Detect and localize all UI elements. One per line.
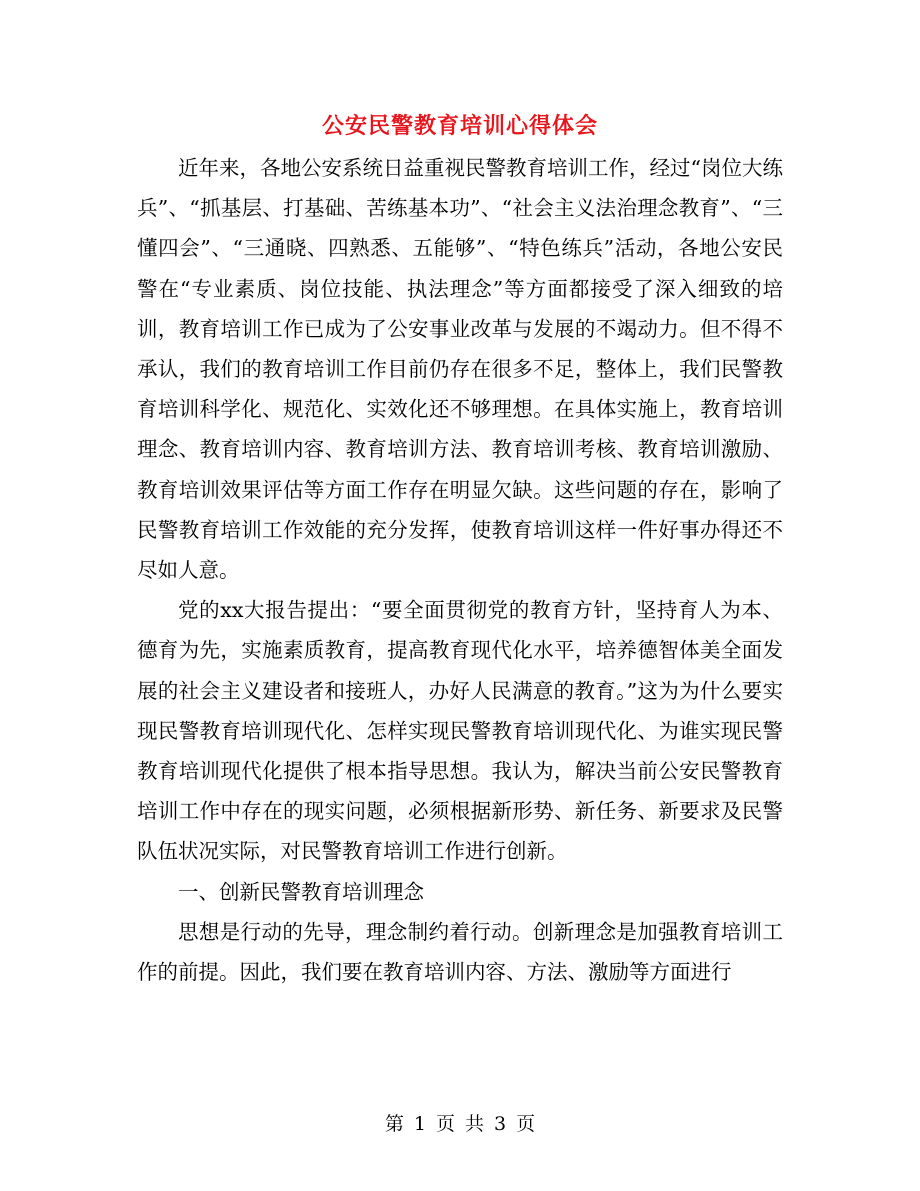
document-body bbox=[137, 148, 783, 992]
section-heading-1: 一、创新民警教育培训理念 bbox=[178, 879, 424, 904]
paragraph-intro: 近年来，各地公安系统日益重视民警教育培训工作，经过“岗位大练兵”、“抓基层、打基础、苦练基本功”、“社会主义法治理念教育”、“三懂四会”、“三通晓、四熟悉、五能够”、“特色练兵”活动，各地公安民警在“专业素质、岗位技能、执法理念”等方面都接受了深入细致的培训，教育培训工作已成为了公安事业改革与发展的不竭动力。但不得不承认，我们的教育培训工作目前仍存在很多不足，整体上，我们民警教育培训科学化、规范化、实效化还不够理想。在具体实施上，教育培训理念、教育培训内容、教育培训方法、教育培训考核、教育培训激励、教育培训效果评估等方面工作存在明显欠缺。这些问题的存在，影响了民警教育培训工作效能的充分发挥，使教育培训这样一件好事办得还不尽如人意。 bbox=[137, 156, 783, 583]
document-title: 公安民警教育培训心得体会 bbox=[321, 113, 598, 139]
paragraph-report-quote: 党的xx大报告提出：“要全面贯彻党的教育方针，坚持育人为本、德育为先，实施素质教育，提高教育现代化水平，培养德智体美全面发展的社会主义建设者和接班人，办好人民满意的教育。”这为为什么要实现民警教育培训现代化、怎样实现民警教育培训现代化、为谁实现民警教育培训现代化提供了根本指导思想。我认为，解决当前公安民警教育培训工作中存在的现实问题，必须根据新形势、新任务、新要求及民警队伍状况实际，对民警教育培训工作进行创新。 bbox=[137, 598, 783, 864]
paragraph-section-1: 思想是行动的先导，理念制约着行动。创新理念是加强教育培训工作的前提。因此，我们要在教育培训内容、方法、激励等方面进行 bbox=[137, 919, 783, 985]
page-number-footer: 第 1 页 共 3 页 bbox=[384, 1113, 536, 1135]
